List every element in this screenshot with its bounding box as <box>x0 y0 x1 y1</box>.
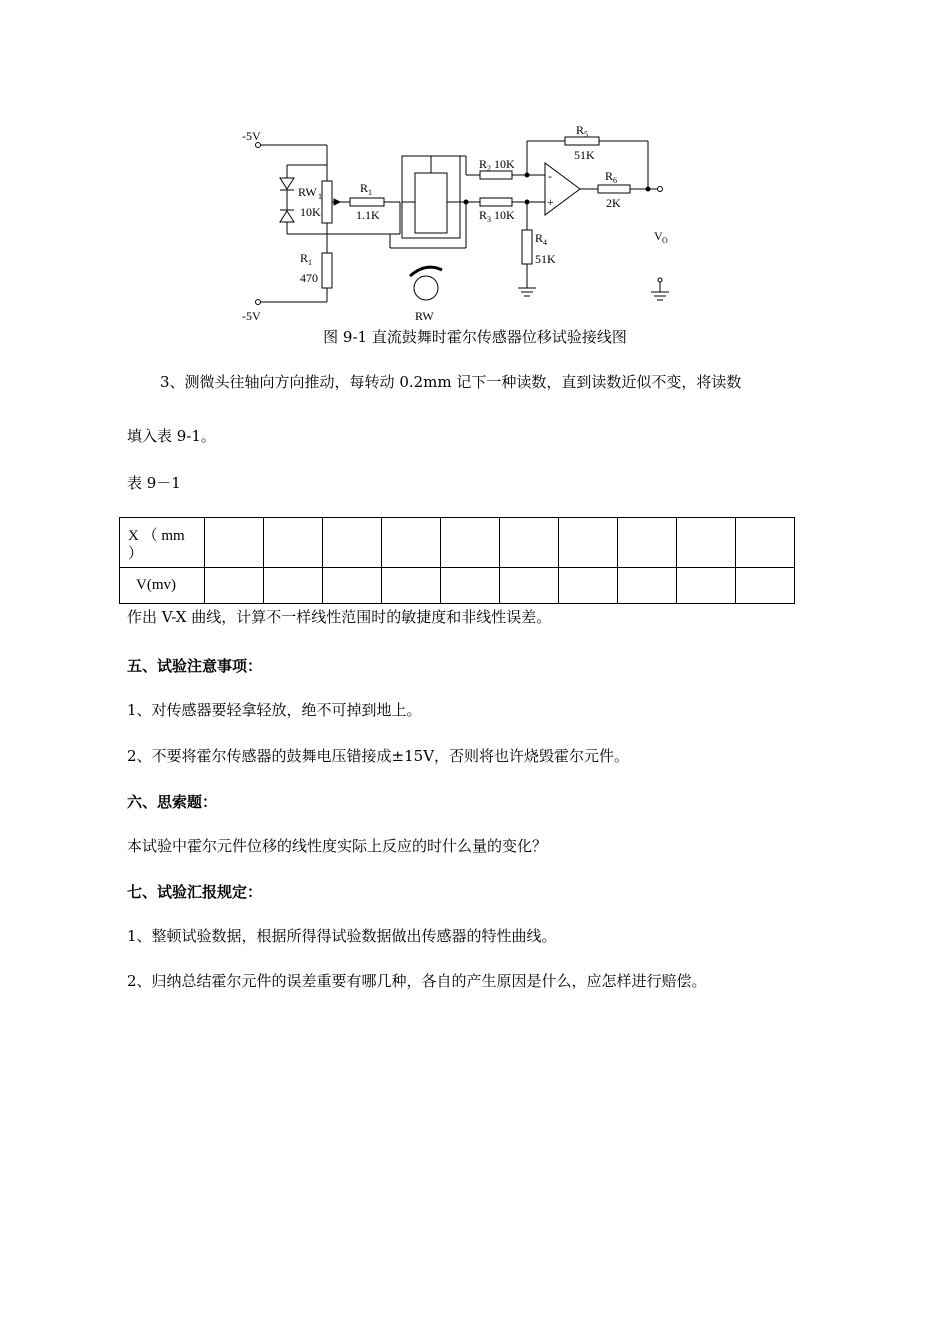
label-r6: R <box>605 169 614 183</box>
table-cell[interactable] <box>205 568 264 604</box>
table-row-v <box>120 568 795 604</box>
table-cell[interactable] <box>205 518 264 568</box>
table-cell[interactable] <box>677 568 736 604</box>
table-cell[interactable] <box>736 568 795 604</box>
label-r1-low-value: 470 <box>300 271 318 285</box>
output-ground-terminal <box>658 278 662 282</box>
label-r3-sub: 3 <box>487 215 491 224</box>
section5-heading: 五、试验注意事项： <box>127 657 263 675</box>
r3-resistor <box>480 198 512 206</box>
label-r5-value: 51K <box>574 148 595 162</box>
zener-diode-1 <box>280 178 294 189</box>
table-cell[interactable] <box>618 518 677 568</box>
zener-diode-2 <box>280 211 294 222</box>
label-r5: R <box>576 123 585 137</box>
section5-item2: 2、不要将霍尔传感器的鼓舞电压错接成±15V，否则将也许烧毁霍尔元件。 <box>127 747 630 765</box>
x-label-b: ） <box>128 545 144 562</box>
step3-line2: 填入表 9-1。 <box>127 427 216 445</box>
step3-line1: 3、测微头往轴向方向推动，每转动 0.2mm 记下一种读数，直到读数近似不变，将读数 <box>160 373 742 391</box>
label-opamp-minus: - <box>548 169 552 183</box>
table-cell[interactable] <box>264 518 323 568</box>
rw1-potentiometer <box>322 181 332 223</box>
x-label-a: X （ mm <box>128 527 185 544</box>
table-cell[interactable] <box>323 518 382 568</box>
label-r3-value: 10K <box>494 208 515 222</box>
label-vo: V <box>654 229 663 243</box>
label-r2-sub: 2 <box>487 164 491 173</box>
table-cell[interactable] <box>382 568 441 604</box>
label-r6-sub: 6 <box>613 176 617 185</box>
table-cell[interactable] <box>618 568 677 604</box>
table-cell[interactable] <box>441 568 500 604</box>
hall-sensor-circuit-diagram <box>230 118 710 328</box>
label-r6-value: 2K <box>606 196 621 210</box>
r5-resistor <box>565 137 599 145</box>
terminal-bottom <box>256 300 261 305</box>
r1-resistor <box>350 198 384 206</box>
label-rw1-sub: 1 <box>318 192 322 201</box>
label-rw1-value: 10K <box>300 205 321 219</box>
r2-resistor <box>480 171 512 179</box>
table-cell-v-header <box>120 568 205 604</box>
section7-item2: 2、归纳总结霍尔元件的误差重要有哪几种，各自的产生原因是什么，应怎样进行赔偿。 <box>127 972 707 990</box>
label-vo-sub: O <box>662 236 668 245</box>
r1-470-resistor <box>322 253 332 288</box>
v-label: V(mv) <box>136 577 176 593</box>
label-neg5v-top: -5V <box>242 129 261 143</box>
section7-item1: 1、整顿试验数据，根据所得得试验数据做出传感器的特性曲线。 <box>127 927 557 945</box>
label-r4-value: 51K <box>535 252 556 266</box>
data-table-9-1 <box>119 517 795 604</box>
terminal-top <box>256 143 261 148</box>
label-neg5v-bottom: -5V <box>242 309 261 323</box>
section7-heading: 七、试验汇报规定： <box>127 883 263 901</box>
label-opamp-plus: + <box>547 195 554 209</box>
label-r1-low: R <box>300 251 309 265</box>
label-r1-low-sub: 1 <box>308 258 312 267</box>
table-cell[interactable] <box>736 518 795 568</box>
after-table-text: 作出 V-X 曲线，计算不一样线性范围时的敏捷度和非线性误差。 <box>127 608 552 626</box>
label-r5-sub: 5 <box>584 130 588 139</box>
table-cell[interactable] <box>559 568 618 604</box>
table-title: 表 9－1 <box>127 474 181 492</box>
rw-knob-icon <box>414 276 438 300</box>
label-r1-mid: R <box>360 181 369 195</box>
label-r4-sub: 4 <box>543 238 547 247</box>
section5-item1: 1、对传感器要轻拿轻放，绝不可掉到地上。 <box>127 701 422 719</box>
label-r4: R <box>535 231 544 245</box>
r4-resistor <box>522 230 532 264</box>
table-cell-x-header <box>120 518 205 568</box>
label-r1-mid-sub: 1 <box>368 188 372 197</box>
table-cell[interactable] <box>323 568 382 604</box>
label-r1-mid-value: 1.1K <box>356 208 380 222</box>
table-cell[interactable] <box>441 518 500 568</box>
section6-question: 本试验中霍尔元件位移的线性度实际上反应的时什么量的变化？ <box>127 837 548 855</box>
table-cell[interactable] <box>382 518 441 568</box>
table-cell[interactable] <box>500 518 559 568</box>
label-r2-value: 10K <box>494 157 515 171</box>
hall-element-inner <box>415 173 447 233</box>
r6-resistor <box>598 185 630 193</box>
figure-caption: 图 9-1 直流鼓舞时霍尔传感器位移试验接线图 <box>323 328 627 346</box>
table-row-x <box>120 518 795 568</box>
label-r3: R <box>479 208 488 222</box>
section6-heading: 六、思索题： <box>127 793 218 811</box>
label-rw-knob: RW <box>415 309 434 323</box>
table-cell[interactable] <box>677 518 736 568</box>
table-cell[interactable] <box>500 568 559 604</box>
label-r2: R <box>479 157 488 171</box>
table-cell[interactable] <box>559 518 618 568</box>
label-rw1: RW <box>298 185 317 199</box>
output-terminal <box>658 187 663 192</box>
table-cell[interactable] <box>264 568 323 604</box>
